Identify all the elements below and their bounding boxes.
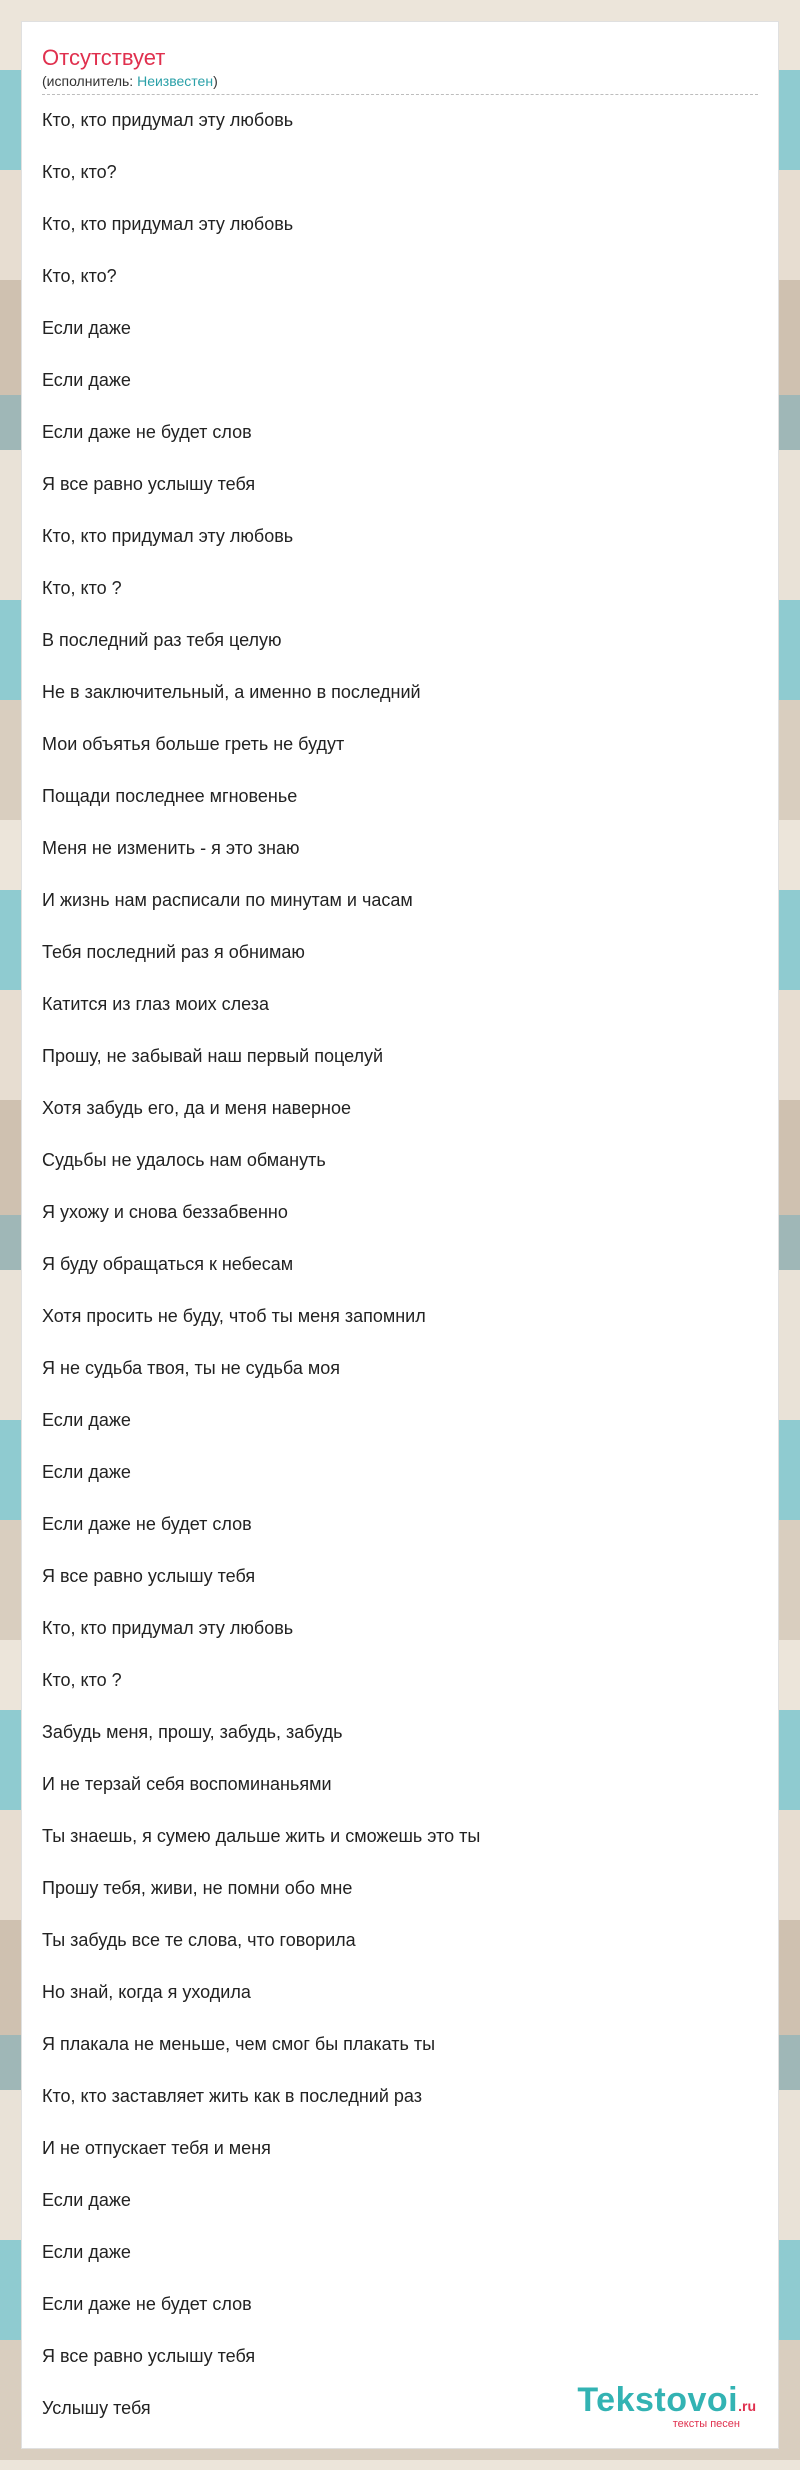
lyric-line: Ты знаешь, я сумею дальше жить и сможешь это ты xyxy=(42,1826,481,1846)
lyric-line: Я не судьба твоя, ты не судьба моя xyxy=(42,1358,340,1378)
lyric-line: Кто, кто ? xyxy=(42,578,122,598)
lyric-line: Пощади последнее мгновенье xyxy=(42,786,298,806)
lyrics-list xyxy=(42,94,758,2434)
lyric-line: Если даже не будет слов xyxy=(42,2294,252,2314)
lyric-line: И не терзай себя воспоминаньями xyxy=(42,1774,332,1794)
song-header xyxy=(42,44,758,90)
lyric-line: В последний раз тебя целую xyxy=(42,630,282,650)
song-title: Отсутствует xyxy=(42,45,166,70)
lyric-line: Катится из глаз моих слеза xyxy=(42,994,270,1014)
lyric-line: Если даже xyxy=(42,318,131,338)
lyric-line: Я буду обращаться к небесам xyxy=(42,1254,294,1274)
artist-suffix: ) xyxy=(213,73,218,89)
lyric-line: Меня не изменить - я это знаю xyxy=(42,838,300,858)
lyric-line: Услышу тебя xyxy=(42,2398,151,2418)
lyric-line: Кто, кто? xyxy=(42,266,117,286)
lyric-line: Если даже xyxy=(42,2242,131,2262)
lyric-line: Судьбы не удалось нам обмануть xyxy=(42,1150,326,1170)
lyric-line: Тебя последний раз я обнимаю xyxy=(42,942,305,962)
lyric-line: Если даже xyxy=(42,1462,131,1482)
artist-link[interactable]: Неизвестен xyxy=(137,73,214,89)
lyric-line: Я ухожу и снова беззабвенно xyxy=(42,1202,288,1222)
lyric-line: Если даже не будет слов xyxy=(42,1514,252,1534)
lyric-line: Хотя просить не буду, чтоб ты меня запомнил xyxy=(42,1306,426,1326)
lyric-line: Если даже не будет слов xyxy=(42,422,252,442)
lyric-line: Прошу тебя, живи, не помни обо мне xyxy=(42,1878,353,1898)
artist-prefix: (исполнитель: xyxy=(42,73,138,89)
lyric-line: Если даже xyxy=(42,1410,131,1430)
lyric-line: Я плакала не меньше, чем смог бы плакать ты xyxy=(42,2034,436,2054)
lyric-line: Но знай, когда я уходила xyxy=(42,1982,251,2002)
site-logo[interactable] xyxy=(577,2382,756,2430)
lyric-line: И не отпускает тебя и меня xyxy=(42,2138,271,2158)
lyric-line: Ты забудь все те слова, что говорила xyxy=(42,1930,356,1950)
lyrics-card xyxy=(22,22,778,2448)
logo-suffix: .ru xyxy=(738,2398,756,2414)
lyric-line: И жизнь нам расписали по минутам и часам xyxy=(42,890,413,910)
lyric-line: Кто, кто придумал эту любовь xyxy=(42,526,294,546)
lyric-line: Прошу, не забывай наш первый поцелуй xyxy=(42,1046,384,1066)
artist-line xyxy=(42,72,758,90)
lyric-line: Не в заключительный, а именно в последний xyxy=(42,682,421,702)
lyric-line: Забудь меня, прошу, забудь, забудь xyxy=(42,1722,343,1742)
lyric-line: Я все равно услышу тебя xyxy=(42,474,256,494)
lyric-line: Кто, кто заставляет жить как в последний раз xyxy=(42,2086,422,2106)
logo-tagline: тексты песен xyxy=(672,2418,740,2430)
lyric-line: Кто, кто придумал эту любовь xyxy=(42,110,294,130)
lyric-line: Я все равно услышу тебя xyxy=(42,2346,256,2366)
lyric-line: Я все равно услышу тебя xyxy=(42,1566,256,1586)
lyric-line: Кто, кто? xyxy=(42,162,117,182)
lyric-line: Если даже xyxy=(42,370,131,390)
logo-text: Tekstovoi xyxy=(577,2381,739,2419)
lyric-line: Если даже xyxy=(42,2190,131,2210)
lyric-line: Кто, кто ? xyxy=(42,1670,122,1690)
lyric-line: Кто, кто придумал эту любовь xyxy=(42,214,294,234)
lyric-line: Кто, кто придумал эту любовь xyxy=(42,1618,294,1638)
lyric-line: Мои объятья больше греть не будут xyxy=(42,734,345,754)
lyric-line: Хотя забудь его, да и меня наверное xyxy=(42,1098,352,1118)
